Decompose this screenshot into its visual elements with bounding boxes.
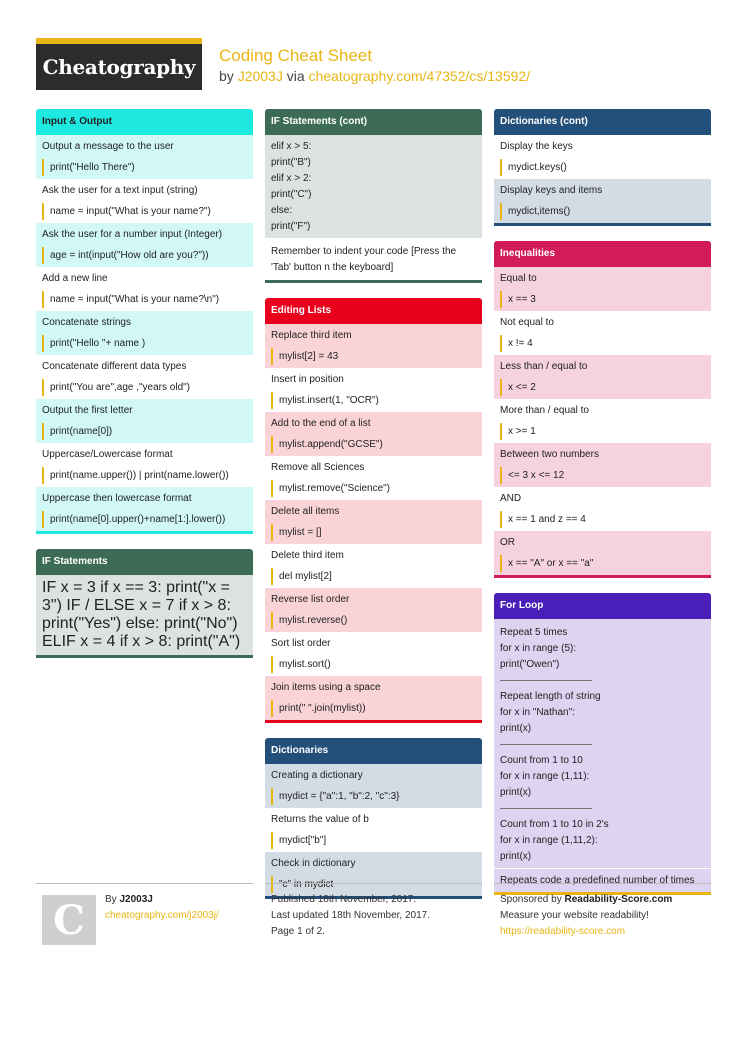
row-label: Display keys and items <box>500 185 603 196</box>
row-label: Reverse list order <box>271 594 350 605</box>
published-date: Published 18th November, 2017. <box>271 894 417 905</box>
table-row <box>265 632 482 676</box>
logo-text: Cheatography <box>42 55 196 79</box>
table-row <box>494 135 711 179</box>
code-line: print(x) <box>500 851 532 862</box>
table-row <box>36 355 253 399</box>
sponsor-link[interactable]: https://readability-score.com <box>500 926 626 937</box>
table-row <box>494 487 711 531</box>
section-title: Dictionaries <box>265 738 482 764</box>
code-line: elif x > 5: <box>271 141 312 152</box>
row-label: Output the first letter <box>42 405 133 416</box>
updated-date: Last updated 18th November, 2017. <box>271 910 431 921</box>
table-row <box>265 500 482 544</box>
footer-sponsor <box>494 883 711 963</box>
footer-author <box>36 883 253 963</box>
row-code: mylist.insert(1, "OCR") <box>271 392 476 409</box>
code-line: if x > 8: <box>178 597 231 614</box>
row-code: print(name[0]) <box>42 423 247 440</box>
section-body <box>36 135 253 534</box>
row-code: mylist = [] <box>271 524 476 541</box>
table-row <box>494 311 711 355</box>
row-code: mylist.reverse() <box>271 612 476 629</box>
section-body <box>265 324 482 723</box>
code-line: print(x) <box>500 723 532 734</box>
row-code: mydict.keys() <box>500 159 705 176</box>
code-line: Repeat 5 times <box>500 627 568 638</box>
table-row <box>265 456 482 500</box>
section-inequalities <box>494 241 711 578</box>
column-3 <box>494 109 711 910</box>
code-line: x = 4 <box>80 633 116 650</box>
row-code: mylist.sort() <box>271 656 476 673</box>
row-label: Not equal to <box>500 317 554 328</box>
footer-divider <box>265 883 482 884</box>
code-line: Repeat length of string <box>500 691 601 702</box>
row-code: mydict = {"a":1, "b":2, "c":3} <box>271 788 476 805</box>
author-link[interactable]: J2003J <box>237 68 283 84</box>
code-line: print("Owen") <box>500 659 560 670</box>
footer-author-name: J2003J <box>119 894 153 905</box>
row-code: age = int(input("How old are you?")) <box>42 247 247 264</box>
publication-info <box>271 892 430 940</box>
code-line: print("C") <box>271 189 312 200</box>
code-line: print("x = 3") <box>42 579 231 614</box>
code-line: print("No") <box>163 615 238 632</box>
row-label: Creating a dictionary <box>271 770 363 781</box>
code-line: ELIF <box>42 633 76 650</box>
page-title: Coding Cheat Sheet <box>219 46 373 65</box>
sponsor-name[interactable]: Readability-Score.com <box>564 894 673 905</box>
row-label: Uppercase/Lowercase format <box>42 449 173 460</box>
table-row <box>494 267 711 311</box>
title-block <box>219 46 530 85</box>
section-body <box>494 267 711 578</box>
row-code: print(" ".join(mylist)) <box>271 700 476 717</box>
row-code: mylist[2] = 43 <box>271 348 476 365</box>
code-line: Count from 1 to 10 <box>500 755 583 766</box>
footer-dates <box>265 883 482 963</box>
code-line: else: <box>271 205 293 216</box>
section-body <box>494 135 711 226</box>
sheet-url-link[interactable]: cheatography.com/47352/cs/13592/ <box>308 68 531 84</box>
table-row <box>36 443 253 487</box>
row-code: print("Hello "+ name ) <box>42 335 247 352</box>
section-dictionaries <box>265 738 482 899</box>
author-info <box>105 892 219 924</box>
row-code: name = input("What is your name?") <box>42 203 247 220</box>
row-label: Display the keys <box>500 141 573 152</box>
via-text: via <box>282 68 309 84</box>
section-if-statements-cont <box>265 109 482 283</box>
row-label: Delete third item <box>271 550 344 561</box>
row-code: <= 3 x <= 12 <box>500 467 705 484</box>
table-row <box>36 223 253 267</box>
row-label: Concatenate strings <box>42 317 131 328</box>
table-row <box>494 443 711 487</box>
row-label: More than / equal to <box>500 405 589 416</box>
section-title: For Loop <box>494 593 711 619</box>
code-line: x = 3 <box>60 579 96 596</box>
section-input-output <box>36 109 253 534</box>
table-row <box>265 324 482 368</box>
table-row <box>265 764 482 808</box>
code-line: print(x) <box>500 787 532 798</box>
table-row <box>494 355 711 399</box>
row-label: Output a message to the user <box>42 141 174 152</box>
code-line: IF <box>42 579 57 596</box>
row-code: "c" in mydict <box>271 876 476 893</box>
row-label: Returns the value of b <box>271 814 369 825</box>
row-label: Ask the user for a number input (Integer) <box>42 229 223 240</box>
section-if-statements <box>36 549 253 658</box>
code-line: print("B") <box>271 157 311 168</box>
table-row <box>36 311 253 355</box>
code-line: print("A") <box>176 633 241 650</box>
section-for-loop <box>494 593 711 895</box>
section-title: IF Statements (cont) <box>265 109 482 135</box>
column-1 <box>36 109 253 673</box>
table-row <box>494 531 711 575</box>
row-code: x == 1 and z == 4 <box>500 511 705 528</box>
row-code: print(name[0].upper()+name[1:].lower()) <box>42 511 247 528</box>
page-number: Page 1 of 2. <box>271 926 325 937</box>
table-row <box>265 588 482 632</box>
footer-divider <box>494 883 711 884</box>
by-label: By <box>105 894 120 905</box>
footer-author-link[interactable]: cheatography.com/j2003j/ <box>105 910 219 921</box>
column-2 <box>265 109 482 914</box>
row-code: name = input("What is your name?\n") <box>42 291 247 308</box>
table-row <box>36 135 253 179</box>
row-code: mylist.remove("Science") <box>271 480 476 497</box>
row-code: x >= 1 <box>500 423 705 440</box>
table-row <box>36 399 253 443</box>
divider <box>500 801 592 809</box>
section-body <box>265 135 482 283</box>
row-code: del mylist[2] <box>271 568 476 585</box>
table-row <box>494 179 711 223</box>
by-prefix: by <box>219 68 238 84</box>
cheatography-logo[interactable] <box>36 38 202 90</box>
table-row <box>494 399 711 443</box>
section-dictionaries-cont <box>494 109 711 226</box>
table-row <box>265 238 482 280</box>
table-row <box>265 676 482 720</box>
section-body <box>494 619 711 895</box>
code-line: else: <box>125 615 160 632</box>
row-label: Remove all Sciences <box>271 462 365 473</box>
section-body <box>265 764 482 899</box>
section-title: Input & Output <box>36 109 253 135</box>
table-row <box>36 179 253 223</box>
code-line: print("F") <box>271 221 311 232</box>
section-body <box>36 575 253 658</box>
sponsor-prefix: Sponsored by <box>500 894 565 905</box>
row-label: AND <box>500 493 522 504</box>
table-row <box>265 808 482 852</box>
avatar[interactable] <box>42 895 96 945</box>
note-text: Repeats code a predefined number of times <box>500 875 695 886</box>
code-line: elif x > 2: <box>271 173 312 184</box>
sponsor-info <box>500 892 672 940</box>
row-code: print(name.upper()) | print(name.lower()) <box>42 467 247 484</box>
divider <box>500 673 592 681</box>
row-code: x != 4 <box>500 335 705 352</box>
row-code: print("You are",age ,"years old") <box>42 379 247 396</box>
table-row <box>265 412 482 456</box>
table-row <box>265 135 482 238</box>
byline <box>219 67 530 85</box>
footer-divider <box>36 883 253 884</box>
section-title: IF Statements <box>36 549 253 575</box>
divider <box>500 737 592 745</box>
row-label: Insert in position <box>271 374 344 385</box>
table-row <box>36 487 253 531</box>
row-label: Sort list order <box>271 638 331 649</box>
code-line: for x in range (5): <box>500 643 577 654</box>
row-code: mydict,items() <box>500 203 705 220</box>
row-label: Add to the end of a list <box>271 418 371 429</box>
row-label: Add a new line <box>42 273 108 284</box>
row-label: Check in dictionary <box>271 858 356 869</box>
row-code: mylist.append("GCSE") <box>271 436 476 453</box>
section-title: Inequalities <box>494 241 711 267</box>
row-label: Ask the user for a text input (string) <box>42 185 198 196</box>
code-line: Count from 1 to 10 in 2's <box>500 819 609 830</box>
row-code: x <= 2 <box>500 379 705 396</box>
code-line: print("Yes") <box>42 615 122 632</box>
row-code: mydict["b"] <box>271 832 476 849</box>
table-row <box>265 368 482 412</box>
avatar-letter: C <box>53 896 85 944</box>
code-line: for x in range (1,11): <box>500 771 590 782</box>
row-label: Concatenate different data types <box>42 361 187 372</box>
note-text: Remember to indent your code [Press the 'Tab' button n the keyboard] <box>271 246 457 273</box>
sponsor-tagline: Measure your website readability! <box>500 910 649 921</box>
row-code: x == "A" or x == "a" <box>500 555 705 572</box>
row-code: x == 3 <box>500 291 705 308</box>
row-label: Less than / equal to <box>500 361 588 372</box>
section-editing-lists <box>265 298 482 723</box>
code-line: if x > 8: <box>119 633 172 650</box>
code-line: for x in "Nathan": <box>500 707 575 718</box>
table-row <box>36 267 253 311</box>
code-line: IF / ELSE <box>66 597 135 614</box>
row-label: Equal to <box>500 273 537 284</box>
row-label: Join items using a space <box>271 682 381 693</box>
section-title: Dictionaries (cont) <box>494 109 711 135</box>
code-line: x = 7 <box>139 597 175 614</box>
code-line: if x == 3: <box>100 579 162 596</box>
row-label: Between two numbers <box>500 449 599 460</box>
row-label: Delete all items <box>271 506 340 517</box>
section-title: Editing Lists <box>265 298 482 324</box>
row-label: Replace third item <box>271 330 352 341</box>
row-label: Uppercase then lowercase format <box>42 493 192 504</box>
row-label: OR <box>500 537 515 548</box>
row-code: print("Hello There") <box>42 159 247 176</box>
code-line: for x in range (1,11,2): <box>500 835 598 846</box>
table-row <box>494 619 711 868</box>
table-row <box>265 544 482 588</box>
